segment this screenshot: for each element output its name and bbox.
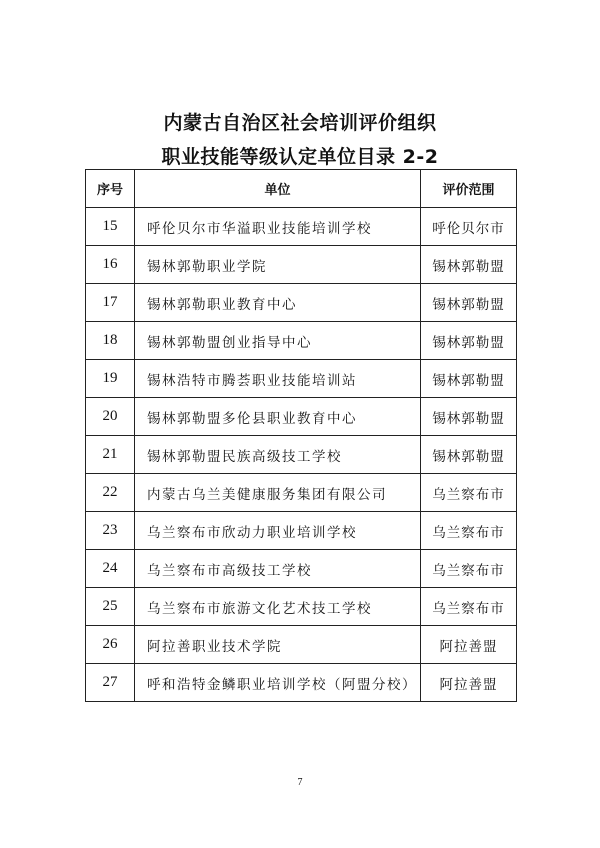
cell-index: 19 (86, 360, 135, 398)
table-row (86, 360, 517, 398)
cell-unit: 锡林浩特市腾荟职业技能培训站 (135, 360, 421, 398)
cell-scope: 乌兰察布市 (421, 474, 517, 512)
cell-unit: 锡林郭勒职业教育中心 (135, 284, 421, 322)
cell-index: 24 (86, 550, 135, 588)
organization-table (85, 169, 517, 702)
cell-unit: 呼和浩特金鳞职业培训学校（阿盟分校） (135, 664, 421, 702)
table-header-row (86, 170, 517, 208)
cell-index: 20 (86, 398, 135, 436)
cell-scope: 锡林郭勒盟 (421, 436, 517, 474)
cell-index: 15 (86, 208, 135, 246)
cell-scope: 阿拉善盟 (421, 626, 517, 664)
table-row (86, 550, 517, 588)
table-row (86, 626, 517, 664)
cell-scope: 呼伦贝尔市 (421, 208, 517, 246)
header-index: 序号 (86, 170, 135, 208)
table-body (86, 208, 517, 702)
table-row (86, 474, 517, 512)
table-row (86, 398, 517, 436)
cell-index: 16 (86, 246, 135, 284)
cell-unit: 乌兰察布市旅游文化艺术技工学校 (135, 588, 421, 626)
cell-scope: 锡林郭勒盟 (421, 246, 517, 284)
document-title-line-1: 内蒙古自治区社会培训评价组织 (163, 112, 437, 134)
cell-scope: 锡林郭勒盟 (421, 284, 517, 322)
cell-index: 23 (86, 512, 135, 550)
cell-unit: 锡林郭勒盟创业指导中心 (135, 322, 421, 360)
cell-scope: 阿拉善盟 (421, 664, 517, 702)
table-row (86, 284, 517, 322)
cell-scope: 锡林郭勒盟 (421, 322, 517, 360)
header-unit: 单位 (135, 170, 421, 208)
table-row (86, 512, 517, 550)
cell-scope: 锡林郭勒盟 (421, 360, 517, 398)
cell-unit: 呼伦贝尔市华溢职业技能培训学校 (135, 208, 421, 246)
cell-unit: 锡林郭勒盟民族高级技工学校 (135, 436, 421, 474)
cell-unit: 阿拉善职业技术学院 (135, 626, 421, 664)
cell-index: 27 (86, 664, 135, 702)
cell-index: 17 (86, 284, 135, 322)
cell-scope: 乌兰察布市 (421, 550, 517, 588)
cell-scope: 乌兰察布市 (421, 512, 517, 550)
table-row (86, 246, 517, 284)
cell-unit: 内蒙古乌兰美健康服务集团有限公司 (135, 474, 421, 512)
header-scope: 评价范围 (421, 170, 517, 208)
cell-index: 18 (86, 322, 135, 360)
cell-index: 21 (86, 436, 135, 474)
document-title-line-2: 职业技能等级认定单位目录 2-2 (161, 146, 439, 168)
cell-unit: 乌兰察布市欣动力职业培训学校 (135, 512, 421, 550)
table-row (86, 208, 517, 246)
cell-scope: 锡林郭勒盟 (421, 398, 517, 436)
cell-index: 26 (86, 626, 135, 664)
cell-unit: 锡林郭勒盟多伦县职业教育中心 (135, 398, 421, 436)
table-row (86, 436, 517, 474)
cell-index: 22 (86, 474, 135, 512)
cell-index: 25 (86, 588, 135, 626)
cell-scope: 乌兰察布市 (421, 588, 517, 626)
page-number: 7 (297, 777, 303, 788)
cell-unit: 乌兰察布市高级技工学校 (135, 550, 421, 588)
table-row (86, 322, 517, 360)
cell-unit: 锡林郭勒职业学院 (135, 246, 421, 284)
table-row (86, 588, 517, 626)
table-row (86, 664, 517, 702)
